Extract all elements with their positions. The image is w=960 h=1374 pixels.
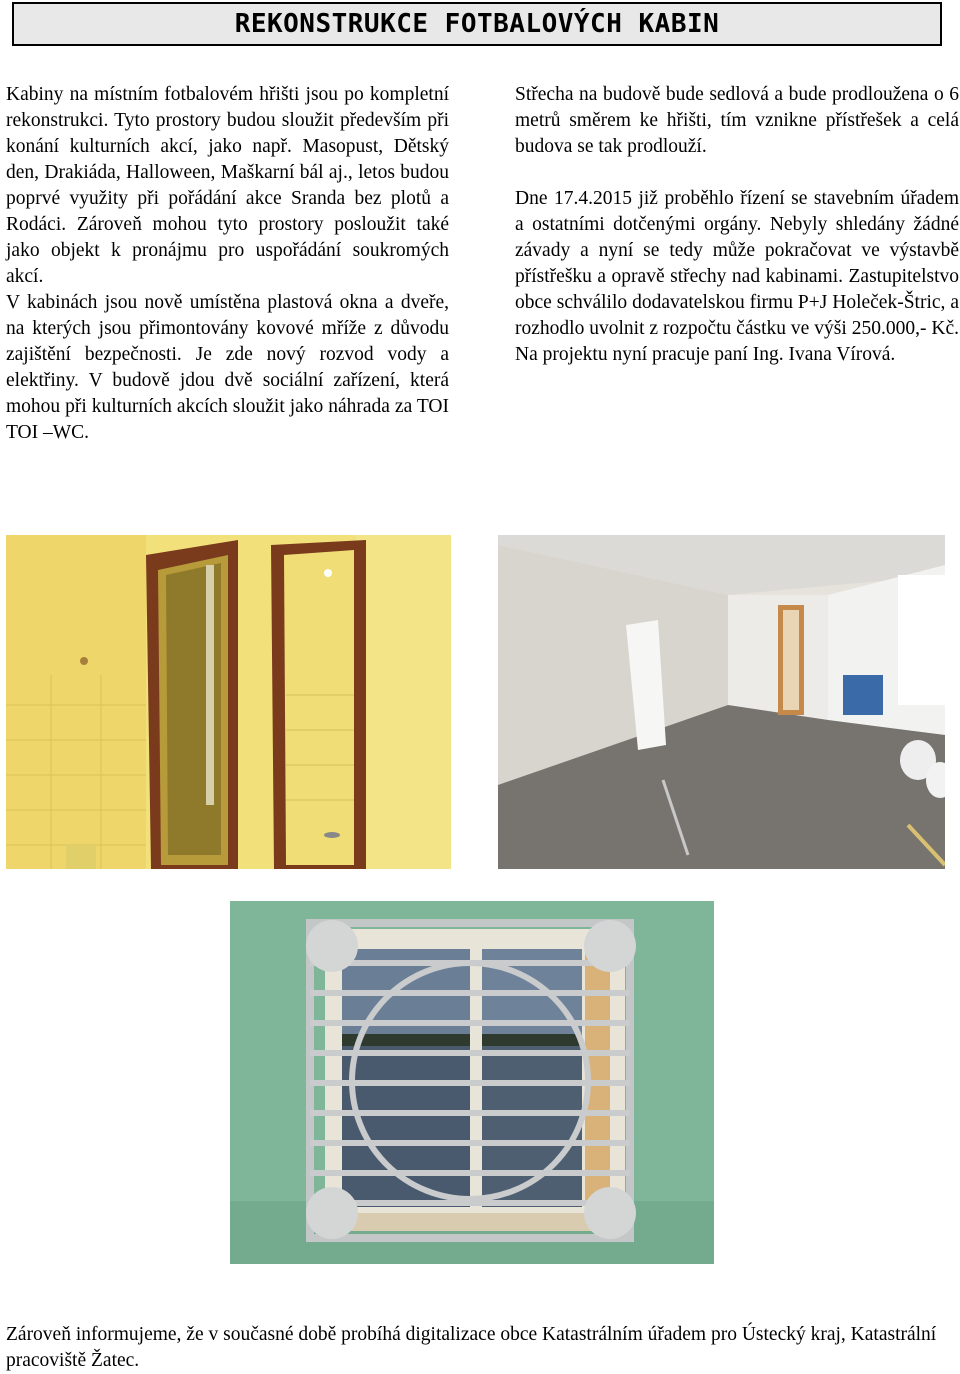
photo-interior-hall [498, 535, 945, 869]
left-paragraph-1: Kabiny na místním fotbalovém hřišti jsou po kompletní rekonstrukci. Tyto prostory budou sloužit především při konání kulturních akcí, jako např. Masopust, Dětský den, Drakiáda, Halloween, Maškarní bál aj., letos budou poprvé využity při pořádání akce Sranda bez plotů a Rodáci. Zároveň mohou tyto prostory posloužit také jako objekt k pronájmu pro uspořádání soukromých akcí. [6, 84, 449, 287]
left-column [6, 82, 449, 446]
photo-yellow-rooms [6, 535, 451, 869]
right-column [515, 82, 959, 368]
photo-window-grille [230, 901, 714, 1264]
right-paragraph-2: Dne 17.4.2015 již proběhlo řízení se stavebním úřadem a ostatními dotčenými orgány. Nebyly shledány žádné závady a nyní se tedy může pokračovat ve výstavbě přístřešku a opravě střechy nad kabinami. Zastupitelstvo obce schválilo dodavatelskou firmu P+J Holeček-Štric, a rozhodlo uvolnit z rozpočtu částku ve výši 250.000,- Kč. Na projektu nyní pracuje paní Ing. Ivana Vírová. [515, 188, 959, 365]
footer-note: Zároveň informujeme, že v současné době probíhá digitalizace obce Katastrálním úřadem pro Ústecký kraj, Katastrální pracoviště Žatec. [6, 1324, 937, 1371]
left-paragraph-2: V kabinách jsou nově umístěna plastová okna a dveře, na kterých jsou přimontovány kovové mříže z důvodu zajištění bezpečnosti. Je zde nový rozvod vody a elektřiny. V budově jdou dvě sociální zařízení, která mohou při kulturních akcích sloužit jako náhrada za TOI TOI –WC. [6, 292, 449, 443]
right-paragraph-1: Střecha na budově bude sedlová a bude prodloužena o 6 metrů směrem ke hřišti, tím vznikne přístřešek a celá budova se tak prodlouží. [515, 84, 959, 157]
page-title: REKONSTRUKCE FOTBALOVÝCH KABIN [234, 9, 720, 39]
title-banner [12, 2, 942, 46]
